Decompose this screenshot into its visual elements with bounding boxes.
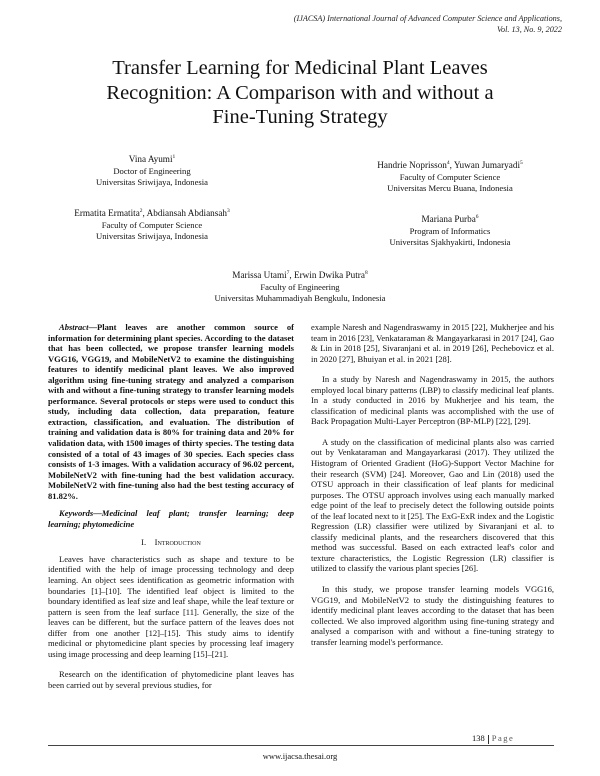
right-column bbox=[311, 322, 554, 647]
author-affil-number-2: 5 bbox=[520, 160, 523, 166]
author-block-1 bbox=[52, 152, 252, 189]
keywords: Keywords—Medicinal leaf plant; transfer learning; deep learning; phytomedicine bbox=[48, 508, 294, 529]
author-affil-number: 1 bbox=[172, 154, 176, 160]
author-affiliation: Universitas Sriwijaya, Indonesia bbox=[96, 231, 208, 242]
footer-url: www.ijacsa.thesai.org bbox=[262, 751, 338, 761]
author-block-3 bbox=[330, 158, 570, 195]
section-title: Introduction bbox=[154, 537, 201, 548]
title-line3: Fine-Tuning Strategy bbox=[212, 106, 388, 128]
page-number-block bbox=[472, 733, 514, 744]
author-name: Mariana Purba bbox=[421, 214, 476, 225]
author-name: Ermatita Ermatita bbox=[74, 208, 140, 219]
page-label: Page bbox=[491, 733, 515, 743]
author-affil-number-2: 8 bbox=[364, 270, 368, 276]
body-paragraph: example Naresh and Nagendraswamy in 2015 [22], Mukherjee and his team in 2016 [23], Venkataraman & Mangayarkarasi in 2017 [24], Gao & Lin in 2018 [25], Sivaranjani et al. in 2019 [26], Pechebovicz et al. in 2020 [27], Bhuiyan et al. in 2021 [28]. bbox=[311, 322, 554, 364]
body-paragraph: In this study, we propose transfer learning models VGG16, VGG19, and MobileNetV2 to study the distinguishing features to identify medicinal plant leaves according to the dataset that has been collected. We also improved algorithm using fine-tuning strategy and analysed a comparison with and without a fine-tuning strategy to transfer learning model's performance. bbox=[311, 584, 554, 647]
left-column bbox=[48, 322, 294, 691]
page-number: 138 bbox=[472, 733, 485, 743]
abstract-label: Abstract bbox=[59, 322, 89, 332]
author-department: Faculty of Computer Science bbox=[101, 219, 203, 230]
title-line1: Transfer Learning for Medicinal Plant Leaves bbox=[112, 57, 488, 79]
journal-header bbox=[294, 14, 562, 35]
author-block-4 bbox=[345, 212, 555, 249]
author-block-2 bbox=[42, 206, 262, 243]
author-department: Program of Informatics bbox=[409, 225, 491, 236]
author-affiliation: Universitas Mercu Buana, Indonesia bbox=[387, 183, 513, 194]
journal-header-line1: (IJACSA) International Journal of Advanced Computer Science and Applications, bbox=[293, 14, 562, 23]
title-line2: Recognition: A Comparison with and without a bbox=[106, 81, 494, 104]
author-affil-number: 2 bbox=[139, 208, 143, 214]
body-paragraph: Research on the identification of phytomedicine plant leaves has been carried out by several previous studies, for bbox=[48, 669, 294, 690]
author-affil-number: 6 bbox=[475, 214, 479, 220]
section-number: I. bbox=[141, 537, 147, 548]
author-department: Doctor of Engineering bbox=[113, 165, 191, 176]
abstract bbox=[48, 322, 294, 501]
author-affiliation: Universitas Sriwijaya, Indonesia bbox=[96, 177, 208, 188]
journal-header-line2: Vol. 13, No. 9, 2022 bbox=[496, 24, 562, 34]
page-divider bbox=[488, 735, 489, 744]
section-heading bbox=[48, 537, 294, 548]
author-name: Handrie Noprisson bbox=[377, 160, 447, 171]
author-affil-number: 7 bbox=[286, 270, 290, 276]
body-paragraph: A study on the classification of medicinal plants also was carried out by Venkataraman and Mangayarkarasi (2017). They utilized the Histogram of Oriented Gradient (HoG)-Support Vector Machine for their research (SVM) [24]. Moreover, Gao and Lin (2018) used the OTSU approach in their classification of leaf plants for medicinal purposes. The OTSU approach involves using each manually marked edge point of the leaf to precisely detect the following outside points of the leaf located next to it [25]. The ExG-ExR index and the Logistic Regression (LR) classifier were utilized by Sivaranjani et al. to classify medicinal plants, and the researchers discovered that this method was successful. Based on each extracted leaf's color and texture characteristics, the Logistic Regression (LR) classifier is utilized to classify the various plant species [26]. bbox=[311, 436, 554, 574]
author-affil-number: 4 bbox=[446, 160, 450, 166]
author-name-2: , Erwin Dwika Putra bbox=[289, 270, 365, 281]
author-name-2: , Yuwan Jumaryadi bbox=[449, 160, 520, 171]
author-department: Faculty of Engineering bbox=[260, 281, 340, 292]
author-name-2: , Abdiansah Abdiansah bbox=[142, 208, 228, 219]
footer-rule bbox=[48, 745, 554, 746]
abstract-text: —Plant leaves are another common source of information for determining plant species. According to the dataset that has been collected, we propose transfer learning models VGG16, VGG19, and MobileNetV2 to examine the distinguishing features to identify medicinal plant leaves. We also improved algorithm using fine-tuning strategy and analyzed a comparison with and without a fine-tuning strategy to transfer learning models performance. Several protocols or steps were used to conduct this study, including data collection, data preparation, feature extraction, classification, and evaluation. The distribution of training and validation data is 80% for training data and 20% for validation data, with 1500 images of thirty species. The testing data consisted of a total of 43 images of 30 species. Each species class consists of 1-3 images. With a validation accuracy of 96.02 percent, MobileNetV2 with fine-tuning had the best validation accuracy. MobileNetV2 with fine-tuning also had the best testing accuracy of 81.82%. bbox=[48, 322, 294, 501]
paper-title bbox=[40, 56, 560, 130]
author-affiliation: Universitas Muhammadiyah Bengkulu, Indonesia bbox=[214, 293, 386, 304]
body-paragraph: In a study by Naresh and Nagendraswamy in 2015, the authors employed local binary patterns (LBP) to classify medicinal leaf plants. In a study conducted in 2016 by Mukherjee and his team, the classification of medicinal plants was accomplished with the use of Back Propagation Multi-Layer Perceptron (BP-MLP) [22], [29]. bbox=[311, 374, 554, 427]
author-affil-number-2: 3 bbox=[227, 208, 230, 214]
author-name: Vina Ayumi bbox=[128, 154, 173, 165]
body-paragraph: Leaves have characteristics such as shape and texture to be identified with the help of image processing technology and deep learning. An object sees identification as geometric information with boundaries [1]–[10]. The identified leaf object is limited to the boundary identified as leaf size and leaf shape, while the leaf texture or pattern is seen from the leaf surface [11]. Generally, the size of the leaves can be different, but the surface pattern of the leaves does not differ from one another [12]–[15]. This study aims to identify medicinal or phytomedicine plant species by processing leaf imagery using image processing and deep learning [15]–[21]. bbox=[48, 553, 294, 659]
author-name: Marissa Utami bbox=[232, 270, 287, 281]
author-affiliation: Universitas Sjakhyakirti, Indonesia bbox=[389, 237, 511, 248]
author-department: Faculty of Computer Science bbox=[399, 171, 501, 182]
author-block-5 bbox=[150, 268, 450, 305]
